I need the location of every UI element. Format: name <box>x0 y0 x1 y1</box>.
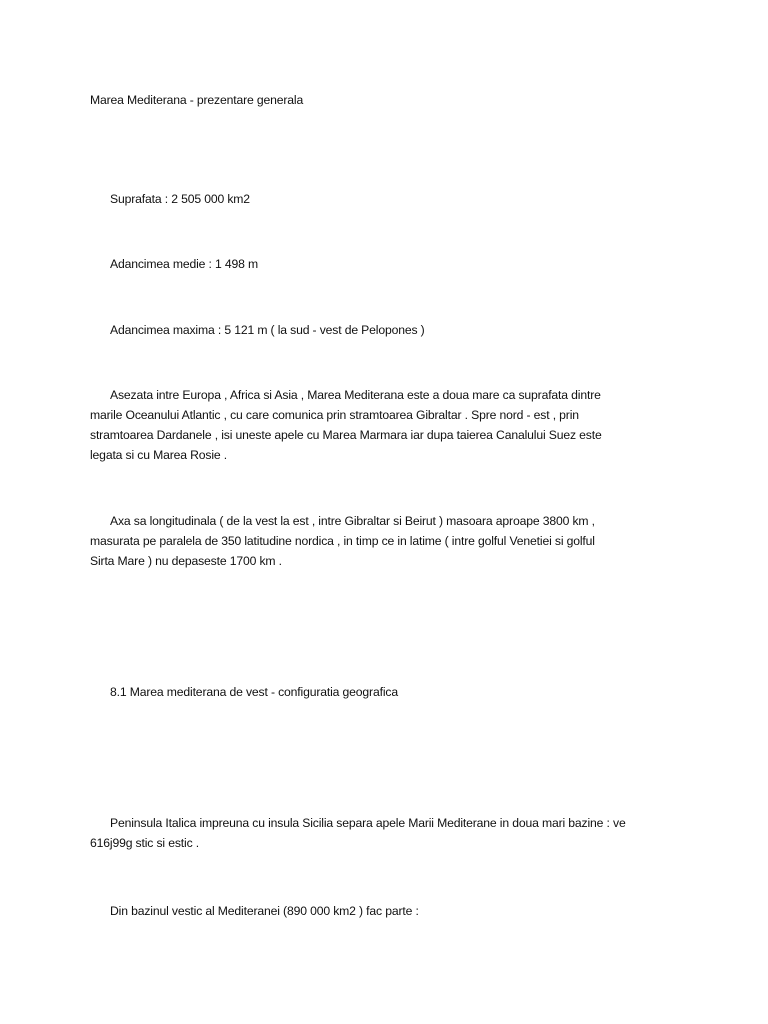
area-fact: Suprafata : 2 505 000 km2 <box>110 192 250 206</box>
paragraph-1-line-4: legata si cu Marea Rosie . <box>90 448 228 462</box>
paragraph-4: Din bazinul vestic al Mediteranei (890 000 km2 ) fac parte : <box>110 904 419 918</box>
paragraph-2-line-2: masurata pe paralela de 350 latitudine nordica , in timp ce in latime ( intre golful Venetiei si golful <box>90 534 595 548</box>
paragraph-2-line-3: Sirta Mare ) nu depaseste 1700 km . <box>90 554 282 568</box>
section-heading: 8.1 Marea mediterana de vest - configuratia geografica <box>110 685 398 699</box>
mean-depth-fact: Adancimea medie : 1 498 m <box>110 257 258 271</box>
paragraph-3-line-2: 616j99g stic si estic . <box>90 836 199 850</box>
paragraph-3-line-1: Peninsula Italica impreuna cu insula Sicilia separa apele Marii Mediterane in doua mari bazine : ve <box>110 816 626 830</box>
max-depth-fact: Adancimea maxima : 5 121 m ( la sud - vest de Pelopones ) <box>110 323 425 337</box>
paragraph-1-line-3: stramtoarea Dardanele , isi uneste apele cu Marea Marmara iar dupa taierea Canalului Suez este <box>90 428 602 442</box>
paragraph-2-line-1: Axa sa longitudinala ( de la vest la est , intre Gibraltar si Beirut ) masoara aproape 3800 km , <box>110 514 595 528</box>
document-title: Marea Mediterana - prezentare generala <box>90 93 304 107</box>
paragraph-1-line-1: Asezata intre Europa , Africa si Asia , Marea Mediterana este a doua mare ca suprafata dintre <box>110 388 601 402</box>
paragraph-1-line-2: marile Oceanului Atlantic , cu care comunica prin stramtoarea Gibraltar . Spre nord - est , prin <box>90 408 579 422</box>
